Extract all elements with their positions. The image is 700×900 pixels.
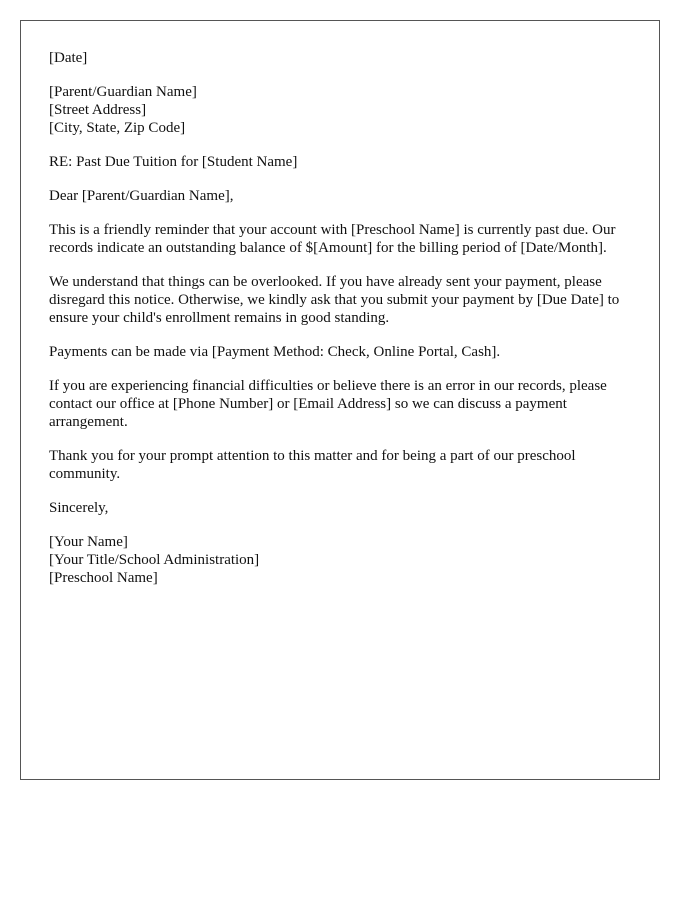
signature-school: [Preschool Name] [49,570,158,586]
date-text: [Date] [49,50,88,66]
signature-block [49,533,639,587]
subject-text: RE: Past Due Tuition for [Student Name] [49,154,298,170]
paragraph-payment-methods: Payments can be made via [Payment Method: Check, Online Portal, Cash]. [49,344,501,360]
closing-text: Sincerely, [49,500,109,516]
recipient-street: [Street Address] [49,102,147,118]
paragraph-reminder: This is a friendly reminder that your account with [Preschool Name] is currently past due. Our records indicate an outstanding balance of $[Amount] for the billing period of [Date/Month]. [49,222,616,256]
salutation [49,187,639,205]
recipient-city: [City, State, Zip Code] [49,120,186,136]
recipient-address [49,83,639,137]
paragraph-contact: If you are experiencing financial difficulties or believe there is an error in our records, please contact our office at [Phone Number] or [Email Address] so we can discuss a payment arrangement. [49,378,607,430]
letter-body [49,49,639,603]
letter-date [49,49,639,67]
letter-page [20,20,660,780]
subject-line [49,153,639,171]
signature-title: [Your Title/School Administration] [49,552,260,568]
recipient-name: [Parent/Guardian Name] [49,84,197,100]
salutation-text: Dear [Parent/Guardian Name], [49,188,234,204]
signature-name: [Your Name] [49,534,128,550]
paragraph-request: We understand that things can be overlooked. If you have already sent your payment, please disregard this notice. Otherwise, we kindly ask that you submit your payment by [Due Date] to ensure your child's enrollment remains in good standing. [49,274,620,326]
closing [49,499,639,517]
paragraph-thanks: Thank you for your prompt attention to this matter and for being a part of our preschool community. [49,448,576,482]
